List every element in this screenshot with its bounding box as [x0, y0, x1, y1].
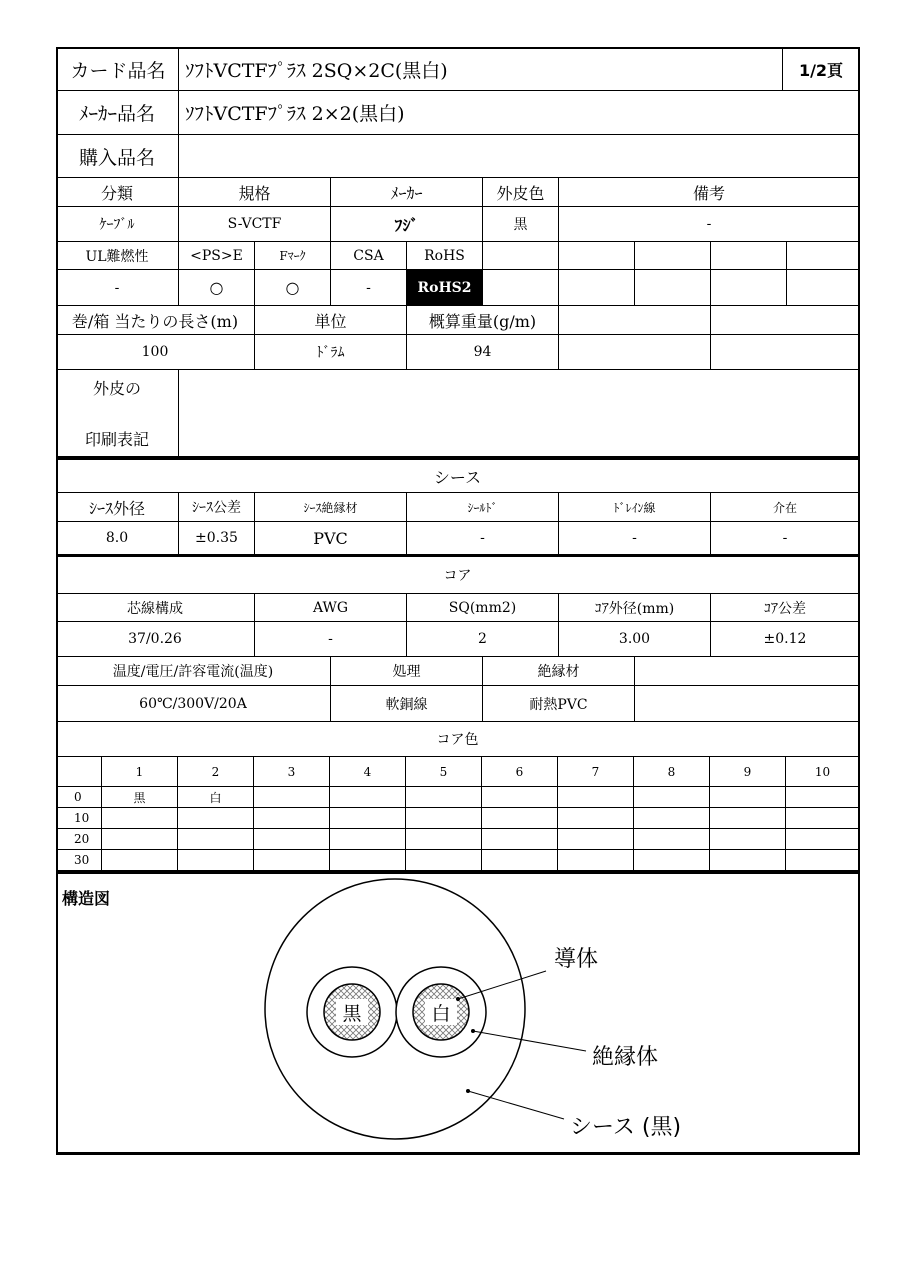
core-color-cell: [330, 787, 406, 808]
core-table: [56, 557, 860, 657]
approval-header: RoHS: [407, 242, 483, 270]
sheath-value: -: [711, 522, 860, 555]
purchase-name-row: [56, 135, 860, 178]
rating-header: 温度/電圧/許容電流(温度): [56, 657, 331, 686]
approval-value-empty: [559, 270, 635, 306]
core-color-column-header: 8: [634, 757, 710, 787]
core-color-column-header: 2: [178, 757, 254, 787]
print-marking-label: [56, 370, 179, 457]
core-header: 芯線構成: [56, 594, 255, 622]
core-color-cell: [558, 787, 634, 808]
classify-value: 黒: [483, 207, 559, 242]
core-color-cell: [634, 850, 710, 871]
approval-value-empty: [483, 270, 559, 306]
core-color-cell: [254, 808, 330, 829]
core-color-cell: [482, 787, 558, 808]
core-value: 37/0.26: [56, 622, 255, 657]
rating-value: 耐熱PVC: [483, 686, 635, 722]
approval-header-empty: [787, 242, 860, 270]
approvals-table: [56, 242, 860, 306]
approval-header: CSA: [331, 242, 407, 270]
classify-header: 分類: [56, 178, 179, 207]
classify-value: S-VCTF: [179, 207, 331, 242]
approval-value-empty: [711, 270, 787, 306]
core-header: SQ(mm2): [407, 594, 559, 622]
classify-header: 外皮色: [483, 178, 559, 207]
length-header-empty: [559, 306, 711, 335]
core-color-cell: [786, 808, 860, 829]
length-value-empty: [559, 335, 711, 370]
sheath-header: ｼｰﾙﾄﾞ: [407, 493, 559, 522]
approval-header-empty: [635, 242, 711, 270]
core-color-row-label: 10: [56, 808, 102, 829]
core-value: -: [255, 622, 407, 657]
sheath-value: 8.0: [56, 522, 179, 555]
core-header: ｺｱ公差: [711, 594, 860, 622]
purchase-name-value: [179, 135, 860, 178]
classify-header: 備考: [559, 178, 860, 207]
sheath-header: ｼｰｽ公差: [179, 493, 255, 522]
core-color-table: [56, 722, 860, 873]
core-color-cell: [634, 829, 710, 850]
approval-header: UL難燃性: [56, 242, 179, 270]
core-value: 3.00: [559, 622, 711, 657]
classification-table: [56, 178, 860, 242]
core-color-cell: [558, 850, 634, 871]
classify-value: -: [559, 207, 860, 242]
structure-diagram: [56, 874, 860, 1152]
core-color-cell: [406, 787, 482, 808]
sheath-header: 介在: [711, 493, 860, 522]
core-color-cell: [558, 808, 634, 829]
core-color-cell: 黒: [102, 787, 178, 808]
rating-value: 60℃/300V/20A: [56, 686, 331, 722]
core-value: ±0.12: [711, 622, 860, 657]
rating-header: 処理: [331, 657, 483, 686]
bottom-rule: [56, 1152, 860, 1155]
core-color-column-header: 3: [254, 757, 330, 787]
length-value: 100: [56, 335, 255, 370]
core-color-column-header: 9: [710, 757, 786, 787]
insulation-label: 絶縁体: [592, 1045, 659, 1070]
rohs-badge: RoHS2: [407, 270, 483, 306]
structure-title: 構造図: [62, 889, 111, 908]
length-header: 単位: [255, 306, 407, 335]
core-color-cell: [178, 850, 254, 871]
classify-header: 規格: [179, 178, 331, 207]
core-color-cell: [786, 787, 860, 808]
length-header: 概算重量(g/m): [407, 306, 559, 335]
conductor-label: 導体: [554, 947, 599, 972]
sheath-label: シース (黒): [570, 1115, 682, 1140]
core-color-column-header: 4: [330, 757, 406, 787]
core-color-cell: [558, 829, 634, 850]
approval-header: <PS>E: [179, 242, 255, 270]
purchase-name-label: 購入品名: [56, 135, 179, 178]
maker-name-label: ﾒｰｶｰ品名: [56, 91, 179, 135]
classify-header: ﾒｰｶｰ: [331, 178, 483, 207]
core-value: 2: [407, 622, 559, 657]
core-color-row-label: 0: [56, 787, 102, 808]
core-color-cell: [178, 808, 254, 829]
core-color-column-header: 1: [102, 757, 178, 787]
approval-header-empty: [711, 242, 787, 270]
length-header-empty: [711, 306, 860, 335]
classify-value: ﾌｼﾞ: [331, 207, 483, 242]
sheath-header: ｼｰｽ外径: [56, 493, 179, 522]
core-color-cell: [786, 850, 860, 871]
print-label-bottom: 印刷表記: [84, 430, 149, 449]
maker-name-value: ｿﾌﾄVCTFﾌﾟﾗｽ 2×2(黒白): [179, 91, 860, 135]
core1-color-label: 黒: [342, 1002, 362, 1025]
core-color-cell: [102, 829, 178, 850]
approval-header: Fﾏｰｸ: [255, 242, 331, 270]
sheath-title: シース: [56, 460, 860, 493]
core-color-column-header: 7: [558, 757, 634, 787]
core-color-cell: [406, 850, 482, 871]
core-header: AWG: [255, 594, 407, 622]
length-value-empty: [711, 335, 860, 370]
card-name-value: ｿﾌﾄVCTFﾌﾟﾗｽ 2SQ×2C(黒白): [179, 47, 783, 91]
core-color-cell: [482, 829, 558, 850]
core-header: ｺｱ外径(mm): [559, 594, 711, 622]
sheath-table: [56, 460, 860, 556]
core-color-cell: [330, 850, 406, 871]
print-marking-value: [179, 370, 860, 457]
core-title: コア: [56, 557, 860, 594]
core-color-cell: [102, 808, 178, 829]
sheath-value: -: [559, 522, 711, 555]
core-color-cell: [254, 787, 330, 808]
length-value: ﾄﾞﾗﾑ: [255, 335, 407, 370]
approval-header-empty: [483, 242, 559, 270]
rating-value-empty: [635, 686, 860, 722]
rating-value: 軟銅線: [331, 686, 483, 722]
sheath-value: PVC: [255, 522, 407, 555]
rating-table: [56, 657, 860, 722]
core-color-cell: 白: [178, 787, 254, 808]
core-color-cell: [102, 850, 178, 871]
core2-color-label: 白: [431, 1002, 451, 1025]
sheath-header: ﾄﾞﾚｲﾝ線: [559, 493, 711, 522]
rating-header-empty: [635, 657, 860, 686]
approval-value: ○: [179, 270, 255, 306]
length-table: [56, 306, 860, 370]
approval-value: -: [331, 270, 407, 306]
core-color-cell: [710, 787, 786, 808]
structure-section: [56, 874, 860, 1152]
core-color-column-header: 6: [482, 757, 558, 787]
length-value: 94: [407, 335, 559, 370]
core-color-cell: [330, 829, 406, 850]
classify-value: ｹｰﾌﾞﾙ: [56, 207, 179, 242]
core-color-column-header: 10: [786, 757, 860, 787]
core-color-cell: [178, 829, 254, 850]
core-color-cell: [254, 850, 330, 871]
approval-value: ○: [255, 270, 331, 306]
card-name-row: [56, 47, 860, 91]
core-color-cell: [330, 808, 406, 829]
core-color-cell: [634, 808, 710, 829]
core-color-cell: [710, 808, 786, 829]
core-color-title: コア色: [56, 722, 860, 757]
sheath-value: -: [407, 522, 559, 555]
core-color-row-label: 20: [56, 829, 102, 850]
core-color-cell: [482, 850, 558, 871]
approval-value: -: [56, 270, 179, 306]
sheath-value: ±0.35: [179, 522, 255, 555]
maker-name-row: [56, 91, 860, 135]
core-color-corner: [56, 757, 102, 787]
approval-value-empty: [635, 270, 711, 306]
sheath-header: ｼｰｽ絶縁材: [255, 493, 407, 522]
core-color-cell: [634, 787, 710, 808]
print-marking-row: [56, 370, 860, 457]
approval-value-empty: [787, 270, 860, 306]
core-color-cell: [406, 808, 482, 829]
core-color-cell: [482, 808, 558, 829]
core-color-cell: [710, 850, 786, 871]
core-color-cell: [406, 829, 482, 850]
card-name-label: カード品名: [56, 47, 179, 91]
approval-header-empty: [559, 242, 635, 270]
print-label-top: 外皮の: [92, 379, 141, 398]
core-color-cell: [254, 829, 330, 850]
rating-header: 絶縁材: [483, 657, 635, 686]
core-color-cell: [710, 829, 786, 850]
core-color-cell: [786, 829, 860, 850]
core-color-column-header: 5: [406, 757, 482, 787]
page-number: 1/2頁: [783, 47, 860, 91]
length-header: 巻/箱 当たりの長さ(m): [56, 306, 255, 335]
core-color-row-label: 30: [56, 850, 102, 871]
